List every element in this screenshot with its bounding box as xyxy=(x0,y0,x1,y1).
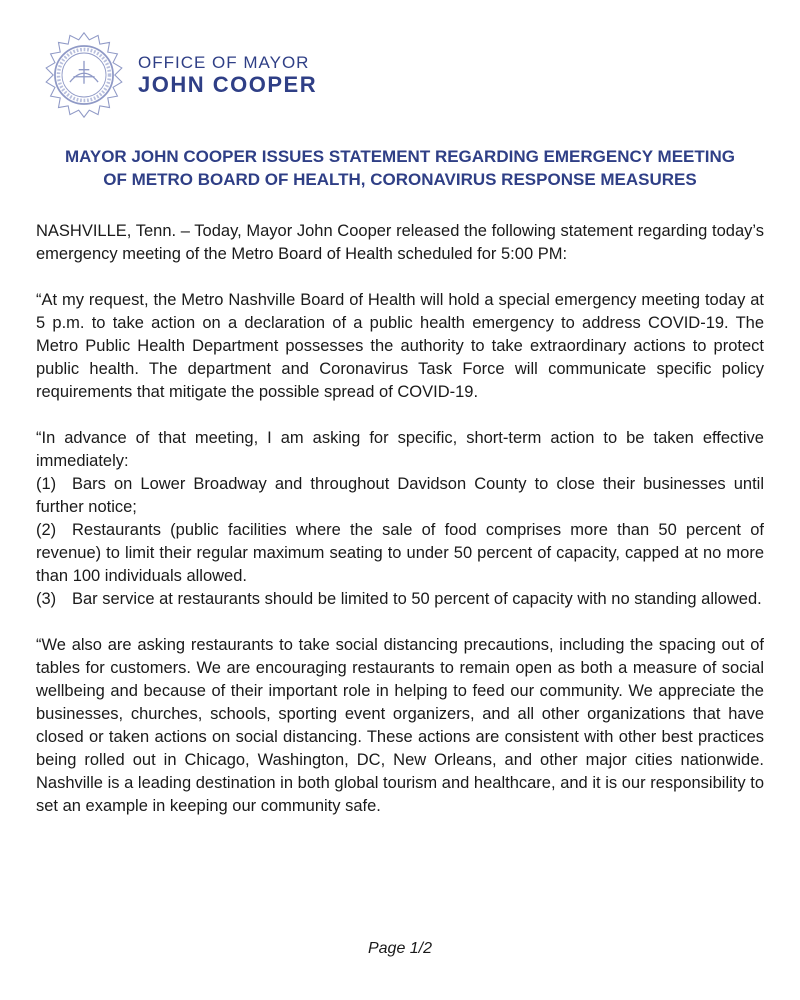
list-item xyxy=(36,519,764,588)
list-item xyxy=(36,473,764,519)
paragraph-1: “At my request, the Metro Nashville Board of Health will hold a special emergency meeting today at 5 p.m. to take action on a declaration of a public health emergency to address COVID-19. The Metro Public Health Department possesses the authority to take extraordinary actions to protect public health. The department and Coronavirus Task Force will communicate specific policy requirements that mitigate the possible spread of COVID-19. xyxy=(36,291,764,401)
list-item-text: Bars on Lower Broadway and throughout Davidson County to close their businesses until further notice; xyxy=(36,475,764,516)
paragraph-2: “In advance of that meeting, I am asking for specific, short-term action to be taken effective immediately: xyxy=(36,429,764,470)
city-seal-icon xyxy=(40,31,128,119)
paragraph-3: “We also are asking restaurants to take social distancing precautions, including the spacing out of tables for customers. We are encouraging restaurants to remain open as both a measure of social wellbeing and because of their important role in helping to feed our community. We appreciate the businesses, churches, schools, sporting event organizers, and all other organizations that have closed or taken actions on social distancing. These actions are consistent with other best practices being rolled out in Chicago, Washington, DC, New Orleans, and other major cities nationwide. Nashville is a leading destination in both global tourism and healthcare, and it is our responsibility to set an example in keeping our community safe. xyxy=(36,636,764,815)
list-item-text: Restaurants (public facilities where the sale of food comprises more than 50 percent of revenue) to limit their regular maximum seating to under 50 percent of capacity, capped at no more than 100 individuals allowed. xyxy=(36,521,764,585)
headline-line1: MAYOR JOHN COOPER ISSUES STATEMENT REGARDING EMERGENCY MEETING xyxy=(64,147,735,166)
press-release-headline xyxy=(36,145,764,191)
office-name xyxy=(138,54,317,96)
list-item-number: (3) xyxy=(36,590,57,608)
headline-line2: OF METRO BOARD OF HEALTH, CORONAVIRUS RESPONSE MEASURES xyxy=(103,170,697,189)
list-item-number: (1) xyxy=(36,475,57,493)
statement-body xyxy=(36,220,764,841)
page-number: Page 1/2 xyxy=(367,940,433,957)
list-item-number: (2) xyxy=(36,521,57,539)
letterhead xyxy=(40,30,317,120)
intro-paragraph: NASHVILLE, Tenn. – Today, Mayor John Cooper released the following statement regarding today’s emergency meeting of the Metro Board of Health scheduled for 5:00 PM: xyxy=(36,222,764,263)
list-item-text: Bar service at restaurants should be limited to 50 percent of capacity with no standing allowed. xyxy=(72,590,762,608)
list-item xyxy=(36,588,764,611)
office-line2: JOHN COOPER xyxy=(138,72,318,97)
office-line1: OFFICE OF MAYOR xyxy=(138,53,310,72)
